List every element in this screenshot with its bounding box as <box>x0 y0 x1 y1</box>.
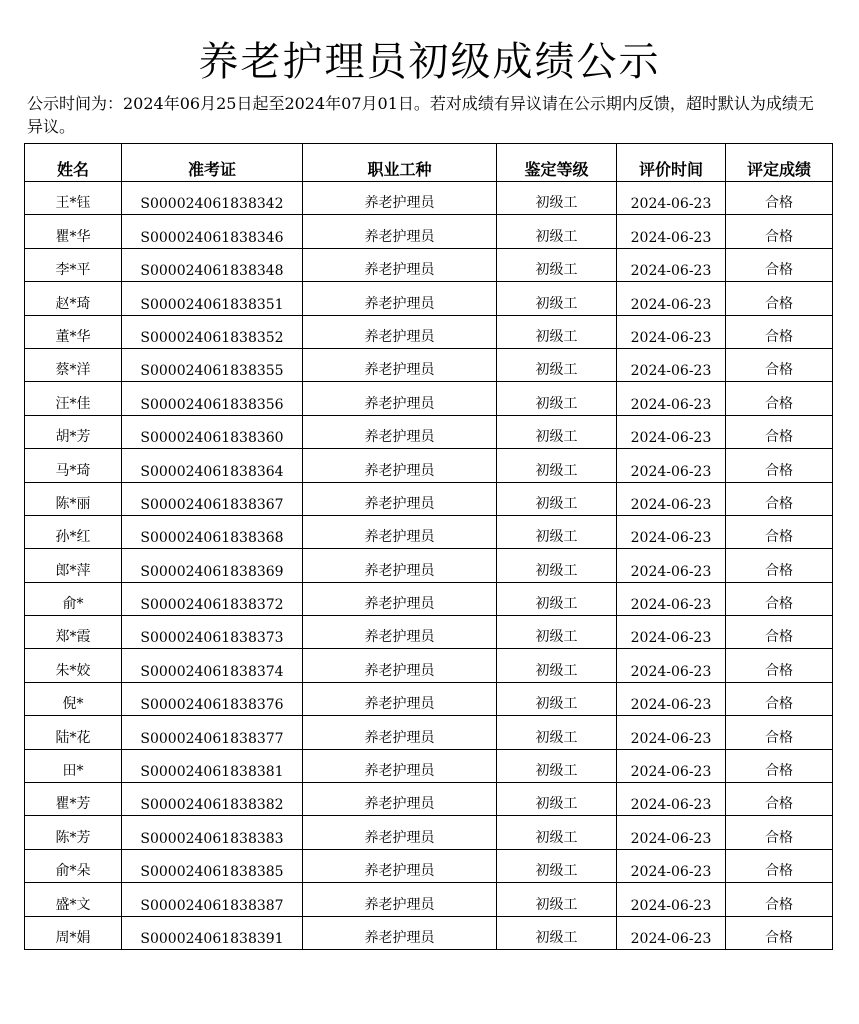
table-row <box>25 549 833 582</box>
cell-occupation: 养老护理员 <box>303 382 497 415</box>
cell-exam-id: S000024061838364 <box>122 449 303 482</box>
table-row <box>25 449 833 482</box>
cell-name: 瞿*芳 <box>25 783 122 816</box>
cell-level: 初级工 <box>497 549 617 582</box>
cell-occupation: 养老护理员 <box>303 515 497 548</box>
table-row <box>25 282 833 315</box>
cell-name: 陈*芳 <box>25 816 122 849</box>
cell-exam-id: S000024061838382 <box>122 783 303 816</box>
table-header-row <box>25 144 833 182</box>
cell-eval-date: 2024-06-23 <box>617 616 726 649</box>
cell-occupation: 养老护理员 <box>303 582 497 615</box>
table-row <box>25 482 833 515</box>
cell-level: 初级工 <box>497 515 617 548</box>
table-row <box>25 816 833 849</box>
notice-text: 公示时间为：2024年06月25日起至2024年07月01日。若对成绩有异议请在公示期内反馈，超时默认为成绩无异议。 <box>27 94 814 136</box>
table-row <box>25 883 833 916</box>
table-row <box>25 916 833 949</box>
cell-occupation: 养老护理员 <box>303 783 497 816</box>
cell-exam-id: S000024061838367 <box>122 482 303 515</box>
cell-name: 盛*文 <box>25 883 122 916</box>
column-header-level: 鉴定等级 <box>497 144 617 182</box>
cell-exam-id: S000024061838374 <box>122 649 303 682</box>
table-row <box>25 682 833 715</box>
cell-name: 胡*芳 <box>25 415 122 448</box>
cell-eval-date: 2024-06-23 <box>617 415 726 448</box>
column-header-occupation: 职业工种 <box>303 144 497 182</box>
cell-exam-id: S000024061838387 <box>122 883 303 916</box>
cell-eval-date: 2024-06-23 <box>617 382 726 415</box>
cell-result: 合格 <box>726 716 833 749</box>
cell-name: 孙*红 <box>25 515 122 548</box>
cell-result: 合格 <box>726 315 833 348</box>
cell-result: 合格 <box>726 382 833 415</box>
cell-occupation: 养老护理员 <box>303 749 497 782</box>
column-header-name: 姓名 <box>25 144 122 182</box>
cell-exam-id: S000024061838385 <box>122 849 303 882</box>
cell-occupation: 养老护理员 <box>303 449 497 482</box>
cell-level: 初级工 <box>497 482 617 515</box>
cell-occupation: 养老护理员 <box>303 682 497 715</box>
table-row <box>25 315 833 348</box>
cell-level: 初级工 <box>497 382 617 415</box>
cell-occupation: 养老护理员 <box>303 849 497 882</box>
cell-exam-id: S000024061838356 <box>122 382 303 415</box>
cell-exam-id: S000024061838351 <box>122 282 303 315</box>
cell-eval-date: 2024-06-23 <box>617 716 726 749</box>
cell-exam-id: S000024061838352 <box>122 315 303 348</box>
cell-level: 初级工 <box>497 582 617 615</box>
cell-exam-id: S000024061838342 <box>122 182 303 215</box>
cell-exam-id: S000024061838348 <box>122 248 303 281</box>
cell-occupation: 养老护理员 <box>303 916 497 949</box>
cell-occupation: 养老护理员 <box>303 816 497 849</box>
column-header-exam-id: 准考证 <box>122 144 303 182</box>
table-body <box>25 182 833 950</box>
cell-level: 初级工 <box>497 248 617 281</box>
table-row <box>25 248 833 281</box>
cell-name: 王*钰 <box>25 182 122 215</box>
cell-result: 合格 <box>726 348 833 381</box>
cell-level: 初级工 <box>497 315 617 348</box>
cell-eval-date: 2024-06-23 <box>617 783 726 816</box>
cell-name: 俞* <box>25 582 122 615</box>
cell-name: 陆*花 <box>25 716 122 749</box>
cell-result: 合格 <box>726 916 833 949</box>
cell-eval-date: 2024-06-23 <box>617 315 726 348</box>
cell-level: 初级工 <box>497 816 617 849</box>
cell-result: 合格 <box>726 482 833 515</box>
cell-name: 俞*朵 <box>25 849 122 882</box>
cell-eval-date: 2024-06-23 <box>617 182 726 215</box>
cell-result: 合格 <box>726 415 833 448</box>
cell-name: 田* <box>25 749 122 782</box>
cell-name: 董*华 <box>25 315 122 348</box>
cell-result: 合格 <box>726 182 833 215</box>
cell-name: 郎*萍 <box>25 549 122 582</box>
cell-level: 初级工 <box>497 215 617 248</box>
table-row <box>25 582 833 615</box>
cell-eval-date: 2024-06-23 <box>617 649 726 682</box>
table-row <box>25 616 833 649</box>
cell-exam-id: S000024061838377 <box>122 716 303 749</box>
cell-level: 初级工 <box>497 449 617 482</box>
cell-result: 合格 <box>726 282 833 315</box>
cell-occupation: 养老护理员 <box>303 549 497 582</box>
cell-exam-id: S000024061838368 <box>122 515 303 548</box>
cell-result: 合格 <box>726 616 833 649</box>
cell-occupation: 养老护理员 <box>303 182 497 215</box>
cell-name: 瞿*华 <box>25 215 122 248</box>
cell-name: 马*琦 <box>25 449 122 482</box>
cell-result: 合格 <box>726 849 833 882</box>
cell-result: 合格 <box>726 215 833 248</box>
cell-result: 合格 <box>726 582 833 615</box>
cell-eval-date: 2024-06-23 <box>617 849 726 882</box>
cell-result: 合格 <box>726 515 833 548</box>
cell-exam-id: S000024061838355 <box>122 348 303 381</box>
cell-occupation: 养老护理员 <box>303 248 497 281</box>
table-row <box>25 215 833 248</box>
cell-level: 初级工 <box>497 616 617 649</box>
cell-name: 赵*琦 <box>25 282 122 315</box>
cell-level: 初级工 <box>497 282 617 315</box>
table-row <box>25 783 833 816</box>
cell-name: 陈*丽 <box>25 482 122 515</box>
cell-eval-date: 2024-06-23 <box>617 816 726 849</box>
cell-level: 初级工 <box>497 682 617 715</box>
cell-result: 合格 <box>726 816 833 849</box>
cell-eval-date: 2024-06-23 <box>617 883 726 916</box>
cell-result: 合格 <box>726 449 833 482</box>
cell-level: 初级工 <box>497 415 617 448</box>
results-table <box>24 143 833 950</box>
cell-result: 合格 <box>726 248 833 281</box>
cell-eval-date: 2024-06-23 <box>617 749 726 782</box>
table-row <box>25 415 833 448</box>
cell-level: 初级工 <box>497 849 617 882</box>
cell-exam-id: S000024061838372 <box>122 582 303 615</box>
cell-level: 初级工 <box>497 749 617 782</box>
cell-result: 合格 <box>726 682 833 715</box>
cell-occupation: 养老护理员 <box>303 348 497 381</box>
cell-exam-id: S000024061838346 <box>122 215 303 248</box>
column-header-eval-date: 评价时间 <box>617 144 726 182</box>
cell-eval-date: 2024-06-23 <box>617 682 726 715</box>
cell-eval-date: 2024-06-23 <box>617 248 726 281</box>
cell-exam-id: S000024061838369 <box>122 549 303 582</box>
page-title: 养老护理员初级成绩公示 <box>198 39 661 85</box>
cell-eval-date: 2024-06-23 <box>617 916 726 949</box>
cell-name: 李*平 <box>25 248 122 281</box>
table-row <box>25 515 833 548</box>
cell-level: 初级工 <box>497 883 617 916</box>
cell-name: 倪* <box>25 682 122 715</box>
cell-eval-date: 2024-06-23 <box>617 515 726 548</box>
cell-occupation: 养老护理员 <box>303 649 497 682</box>
cell-level: 初级工 <box>497 716 617 749</box>
cell-eval-date: 2024-06-23 <box>617 549 726 582</box>
cell-eval-date: 2024-06-23 <box>617 215 726 248</box>
table-row <box>25 182 833 215</box>
cell-result: 合格 <box>726 649 833 682</box>
cell-level: 初级工 <box>497 348 617 381</box>
cell-occupation: 养老护理员 <box>303 883 497 916</box>
cell-exam-id: S000024061838381 <box>122 749 303 782</box>
cell-exam-id: S000024061838360 <box>122 415 303 448</box>
cell-name: 朱*姣 <box>25 649 122 682</box>
cell-name: 周*娟 <box>25 916 122 949</box>
cell-result: 合格 <box>726 883 833 916</box>
cell-eval-date: 2024-06-23 <box>617 449 726 482</box>
cell-level: 初级工 <box>497 916 617 949</box>
cell-exam-id: S000024061838391 <box>122 916 303 949</box>
cell-name: 郑*霞 <box>25 616 122 649</box>
cell-eval-date: 2024-06-23 <box>617 582 726 615</box>
table-row <box>25 716 833 749</box>
cell-occupation: 养老护理员 <box>303 415 497 448</box>
cell-occupation: 养老护理员 <box>303 282 497 315</box>
cell-name: 汪*佳 <box>25 382 122 415</box>
cell-exam-id: S000024061838376 <box>122 682 303 715</box>
table-row <box>25 649 833 682</box>
cell-eval-date: 2024-06-23 <box>617 348 726 381</box>
cell-occupation: 养老护理员 <box>303 716 497 749</box>
cell-eval-date: 2024-06-23 <box>617 482 726 515</box>
cell-exam-id: S000024061838383 <box>122 816 303 849</box>
cell-name: 蔡*洋 <box>25 348 122 381</box>
column-header-result: 评定成绩 <box>726 144 833 182</box>
table-row <box>25 749 833 782</box>
cell-exam-id: S000024061838373 <box>122 616 303 649</box>
cell-level: 初级工 <box>497 182 617 215</box>
table-row <box>25 849 833 882</box>
cell-result: 合格 <box>726 549 833 582</box>
cell-occupation: 养老护理员 <box>303 482 497 515</box>
cell-occupation: 养老护理员 <box>303 616 497 649</box>
table-row <box>25 348 833 381</box>
cell-result: 合格 <box>726 749 833 782</box>
cell-level: 初级工 <box>497 783 617 816</box>
cell-result: 合格 <box>726 783 833 816</box>
cell-eval-date: 2024-06-23 <box>617 282 726 315</box>
cell-occupation: 养老护理员 <box>303 215 497 248</box>
cell-occupation: 养老护理员 <box>303 315 497 348</box>
table-row <box>25 382 833 415</box>
cell-level: 初级工 <box>497 649 617 682</box>
